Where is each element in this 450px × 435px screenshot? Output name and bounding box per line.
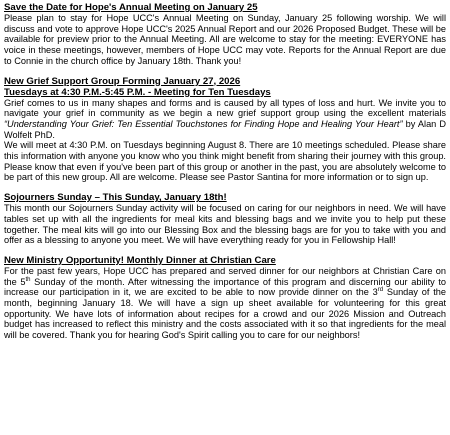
grief-group-schedule: Tuesdays at 4:30 P.M.-5:45 P.M. - Meeting for Ten Tuesdays	[4, 86, 271, 98]
grief-group-details: We will meet at 4:30 P.M. on Tuesdays beginning August 8. There are 10 meetings scheduled. Please share this information with anyone you know who you think might benefit from sharing their journey with this group. Please know that even if you've been part of this group or another in the past, you are absolutely welcome to be part of this new group. All are welcome. Please see Pastor Santina for more information or to sign up.	[4, 140, 446, 183]
grief-group-body	[4, 98, 446, 141]
grief-group-heading: New Grief Support Group Forming January 27, 2026	[4, 75, 241, 87]
christian-care-heading: New Ministry Opportunity! Monthly Dinner at Christian Care	[4, 254, 276, 266]
christian-care-body	[4, 266, 446, 341]
christian-care-section	[4, 255, 446, 341]
ordinal-suffix-th: th	[25, 276, 31, 283]
christian-care-text-a: For the past few years, Hope UCC has prepared and served dinner for our neighbors at Christian Care on the 5	[4, 265, 446, 287]
sojourners-body: This month our Sojourners Sunday activity will be focused on caring for our neighbors in need. We will have tables set up with all the ingredients for meal kits and blessing bags and we invite you to help put these together. The meal kits will go into our Blessing Box and the blessing bags are for you to take with you and offer as a blessing to anyone you meet. We will have everything ready for you in Fellowship Hall!	[4, 203, 446, 246]
book-author: by Alan D Wolfelt PhD.	[4, 118, 446, 140]
annual-meeting-section	[4, 2, 446, 67]
christian-care-text-c: Sunday of the month, beginning January 18. We will have a sign up sheet available for volunteering for this great opportunity. We have lots of information about recipes for a crowd and our 2026 Mission and Outreach budget has increased to reflect this ministry and the costs associated with it so that ingredients for the meal will be covered. Thank you for hearing God's Spirit calling you to care for our neighbors!	[4, 287, 446, 341]
sojourners-heading: Sojourners Sunday – This Sunday, January 18th!	[4, 192, 227, 204]
book-title: “Understanding Your Grief: Ten Essential Touchstones for Finding Hope and Healing Your Heart”	[4, 118, 403, 129]
ordinal-suffix-rd: rd	[377, 287, 384, 294]
annual-meeting-heading: Save the Date for Hope's Annual Meeting on January 25	[4, 2, 258, 13]
sojourners-section	[4, 192, 446, 246]
grief-group-intro: Grief comes to us in many shapes and forms and is caused by all types of loss and hurt. We invite you to navigate your grief in community as we begin a new grief support group using the excellent materials	[4, 97, 446, 119]
annual-meeting-body: Please plan to stay for Hope UCC's Annual Meeting on Sunday, January 25 following worship. We will discuss and vote to approve Hope UCC's 2025 Annual Report and our 2026 Proposed Budget. These will be available for preview prior to the Annual Meeting. All are welcome to stay for the meeting: EVERYONE has voice in these meetings, however, members of Hope UCC may vote. Reports for the Annual Report are due to Connie in the church office by January 18th. Thank you!	[4, 13, 446, 66]
grief-group-section	[4, 76, 446, 184]
christian-care-text-b: Sunday of the month. After witnessing the importance of this program and discerning our ability to increase our participation in it, we are excited to be able to now provide dinner on the 3	[4, 276, 447, 298]
